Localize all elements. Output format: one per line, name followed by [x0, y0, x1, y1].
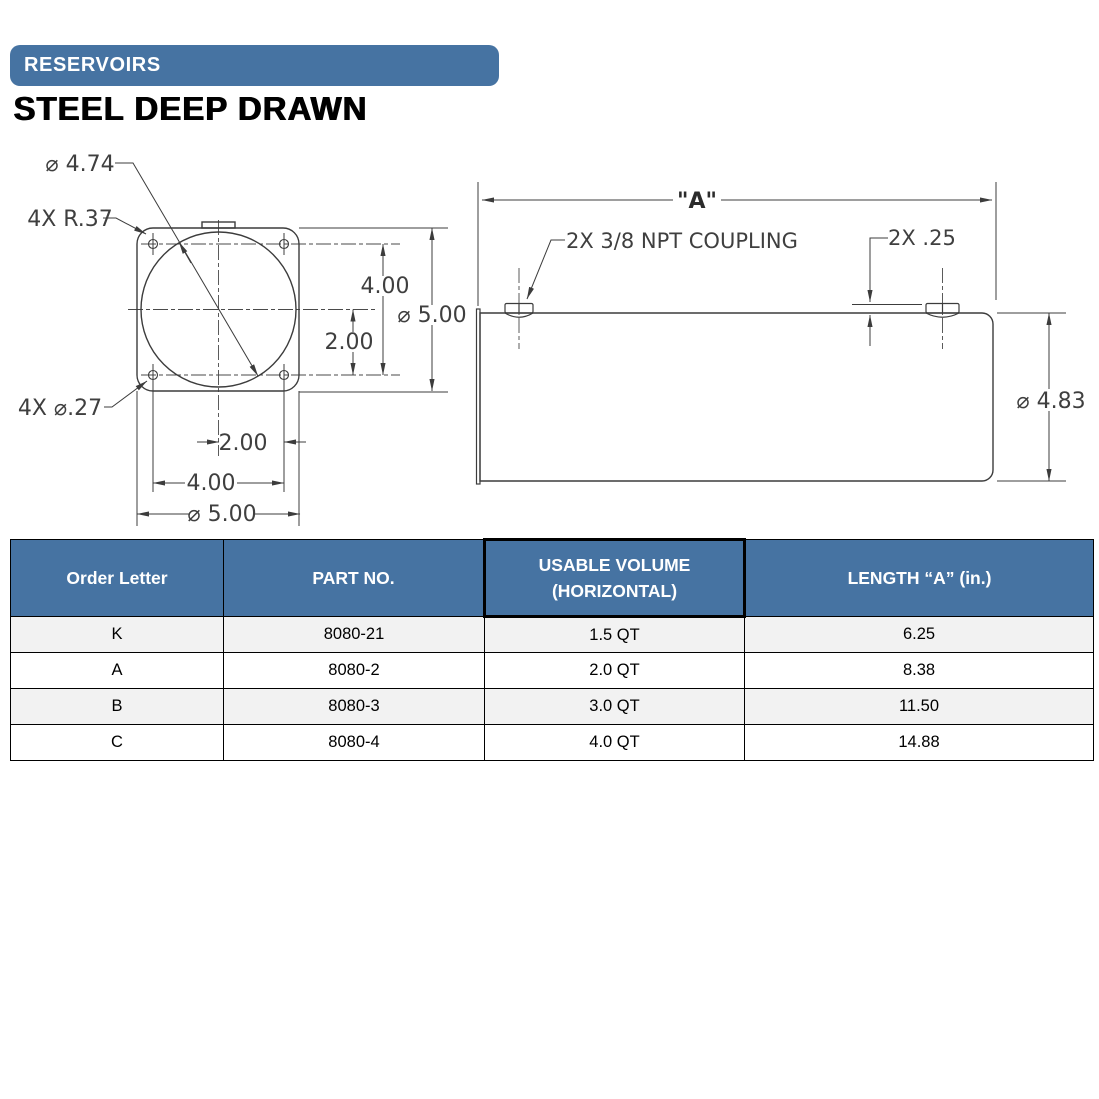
col-header-part-no: PART NO. [224, 540, 485, 617]
table-row [11, 689, 1094, 725]
label-npt-coupling: 2X 3/8 NPT COUPLING [566, 229, 798, 253]
front-view [18, 152, 467, 527]
dim-hole-diameter: 4X ⌀.27 [17, 396, 103, 421]
cell-length-a: 8.38 [745, 653, 1094, 689]
cell-length-a: 11.50 [745, 689, 1094, 725]
front-view-dimension-lines [103, 163, 432, 514]
spec-table [10, 538, 1094, 761]
npt-coupling-right [926, 304, 959, 318]
table-row [11, 653, 1094, 689]
dim-length-a: "A" [677, 189, 717, 214]
cell-length-a: 6.25 [745, 617, 1094, 653]
npt-coupling-left [505, 304, 533, 318]
dim-body-diameter: ⌀ 4.83 [1016, 389, 1086, 414]
cell-part-no: 8080-4 [224, 725, 485, 761]
usable-volume-line2: (HORIZONTAL) [551, 581, 678, 601]
dim-corner-radius: 4X R.37 [27, 207, 113, 232]
col-header-usable-volume [485, 540, 745, 617]
dim-outer-diameter-vertical: ⌀ 5.00 [397, 303, 467, 328]
cell-usable-volume: 4.0 QT [485, 725, 745, 761]
side-view-extension-lines [478, 182, 1066, 481]
cell-order-letter: A [11, 653, 224, 689]
cell-part-no: 8080-21 [224, 617, 485, 653]
front-view-extension-lines [137, 228, 448, 526]
cell-part-no: 8080-3 [224, 689, 485, 725]
cell-usable-volume: 3.0 QT [485, 689, 745, 725]
dim-circle-diameter: ⌀ 4.74 [45, 152, 115, 177]
cell-order-letter: B [11, 689, 224, 725]
dim-center-offset-vertical: 2.00 [324, 330, 374, 355]
spec-table-header-row [11, 540, 1094, 617]
tank-flange [477, 309, 481, 484]
cell-usable-volume: 2.0 QT [485, 653, 745, 689]
table-row [11, 725, 1094, 761]
side-view [477, 182, 1091, 484]
side-view-text-masks [673, 189, 1090, 411]
dim-hole-span-vertical: 4.00 [360, 274, 410, 299]
col-header-length-a: LENGTH “A” (in.) [745, 540, 1094, 617]
cell-usable-volume: 1.5 QT [485, 617, 745, 653]
side-view-centerlines [519, 268, 943, 349]
usable-volume-line1: USABLE VOLUME [538, 555, 691, 575]
col-header-order-letter: Order Letter [11, 540, 224, 617]
dim-coupling-offset: 2X .25 [888, 226, 956, 250]
page-title: STEEL DEEP DRAWN [13, 90, 368, 127]
cell-order-letter: C [11, 725, 224, 761]
cell-part-no: 8080-2 [224, 653, 485, 689]
dim-hole-span-horizontal: 4.00 [186, 471, 236, 496]
dim-outer-diameter-horizontal: ⌀ 5.00 [187, 502, 257, 527]
engineering-drawing [0, 0, 1099, 535]
banner-label: RESERVOIRS [24, 54, 161, 76]
table-row [11, 617, 1094, 653]
cell-order-letter: K [11, 617, 224, 653]
tank-body-outline [480, 313, 993, 481]
cell-length-a: 14.88 [745, 725, 1094, 761]
dim-center-offset-horizontal: 2.00 [218, 431, 268, 456]
